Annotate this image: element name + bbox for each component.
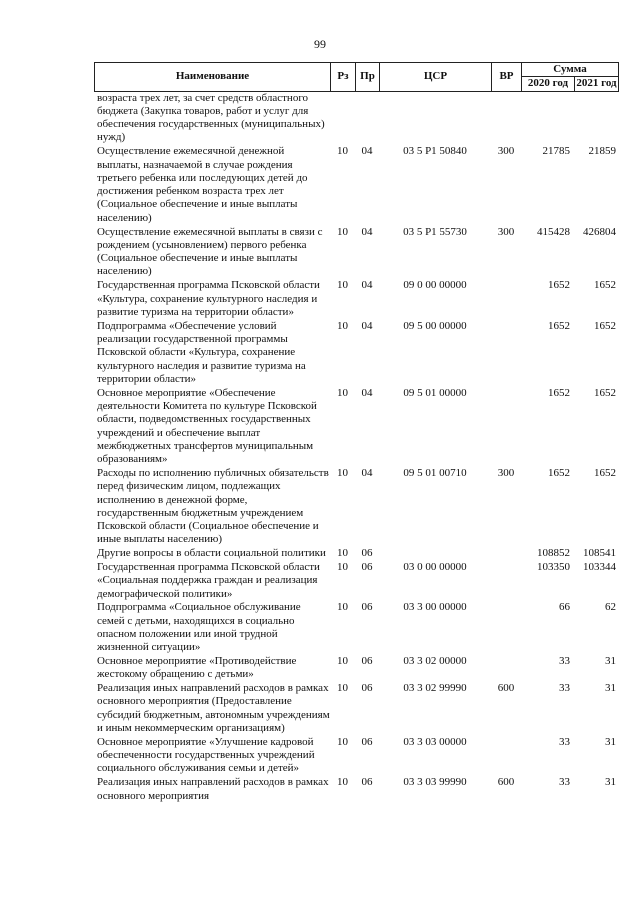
row-vr: 300 — [497, 225, 515, 238]
row-name: Подпрограмма «Обеспечение условий реализации государственной программы Псковской области «Культура, сохранение культурного наследия и развитие туризма на территории области» — [97, 319, 306, 385]
row-rz: 10 — [337, 386, 348, 399]
table-row — [94, 776, 618, 803]
row-name: Основное мероприятие «Противодействие жестокому обращению с детьми» — [97, 655, 297, 681]
header-name: Наименование — [95, 63, 331, 92]
row-sum-2020: 66 — [559, 601, 570, 614]
header-vr: ВР — [492, 63, 522, 92]
row-pr: 04 — [361, 145, 373, 158]
row-name: Реализация иных направлений расходов в рамках основного мероприятия — [97, 776, 329, 802]
row-sum-2021: 31 — [605, 735, 616, 748]
row-rz: 10 — [337, 547, 348, 560]
row-csr: 03 3 00 00000 — [403, 601, 467, 614]
row-sum-2021: 103344 — [583, 560, 616, 573]
row-csr: 03 3 03 00000 — [403, 735, 467, 748]
table-row — [94, 226, 618, 279]
row-sum-2021: 1652 — [594, 319, 616, 332]
table-row — [94, 682, 618, 735]
row-sum-2020: 1652 — [548, 466, 570, 479]
header-pr: Пр — [356, 63, 380, 92]
row-sum-2021: 426804 — [583, 225, 616, 238]
row-sum-2021: 1652 — [594, 279, 616, 292]
row-sum-2020: 33 — [559, 682, 570, 695]
table-row — [94, 320, 618, 386]
row-csr: 03 3 02 00000 — [403, 655, 467, 668]
row-name: Основное мероприятие «Улучшение кадровой обеспеченности государственных учреждений социального обслуживания семьи и детей» — [97, 735, 315, 775]
row-name: Государственная программа Псковской области «Социальная поддержка граждан и реализация демографической политики» — [97, 560, 320, 600]
row-pr: 04 — [361, 279, 373, 292]
row-vr: 300 — [497, 145, 515, 158]
row-rz: 10 — [337, 735, 348, 748]
row-pr: 04 — [361, 386, 373, 399]
header-csr: ЦСР — [380, 63, 492, 92]
row-sum-2020: 33 — [559, 735, 570, 748]
row-csr: 09 0 00 00000 — [403, 279, 467, 292]
row-pr: 06 — [361, 776, 373, 789]
row-csr: 09 5 01 00000 — [403, 386, 467, 399]
row-rz: 10 — [337, 466, 348, 479]
row-csr: 03 3 02 99990 — [403, 682, 467, 695]
row-sum-2021: 31 — [605, 776, 616, 789]
header-2021: 2021 год — [576, 77, 617, 90]
row-sum-2020: 33 — [559, 655, 570, 668]
row-sum-2020: 108852 — [537, 547, 570, 560]
row-pr: 04 — [361, 225, 373, 238]
table-row — [94, 736, 618, 776]
row-vr: 300 — [497, 466, 515, 479]
row-vr: 600 — [497, 682, 515, 695]
row-name: Основное мероприятие «Обеспечение деятельности Комитета по культуре Псковской области, подведомственных государственных учреждений и обеспечение выплат межбюджетных трансфертов муниципальным образованиям» — [97, 386, 317, 466]
table-row — [94, 387, 618, 467]
table-row — [94, 561, 618, 601]
header-2020: 2020 год — [522, 77, 575, 91]
row-name: Осуществление ежемесячной денежной выплаты, назначаемой в случае рождения третьего ребенка или последующих детей до достижения ребенком возраста трех лет (Социальное обеспечение и иные выплаты населению) — [97, 145, 308, 224]
row-csr: 03 5 P1 50840 — [403, 145, 467, 158]
table-row — [94, 92, 618, 145]
row-sum-2021: 1652 — [594, 466, 616, 479]
row-pr: 06 — [361, 682, 373, 695]
row-rz: 10 — [337, 682, 348, 695]
row-csr: 03 0 00 00000 — [403, 560, 467, 573]
row-name: Расходы по исполнению публичных обязательств перед физическим лицом, подлежащих исполнению в денежной форме, государственным бюджетным учреждением Псковской области (Социальное обеспечение и иные выплаты населению) — [97, 466, 329, 546]
row-sum-2021: 31 — [605, 682, 616, 695]
row-pr: 04 — [361, 319, 373, 332]
row-sum-2021: 1652 — [594, 386, 616, 399]
row-rz: 10 — [337, 776, 348, 789]
row-sum-2021: 21859 — [588, 145, 616, 158]
row-pr: 06 — [361, 601, 373, 614]
row-pr: 06 — [361, 735, 373, 748]
row-sum-2021: 108541 — [583, 547, 616, 560]
row-pr: 04 — [361, 466, 373, 479]
row-name: Подпрограмма «Социальное обслуживание семей с детьми, находящихся в социально опасном положении или иной трудной жизненной ситуации» — [97, 601, 301, 654]
row-rz: 10 — [337, 145, 348, 158]
row-sum-2020: 103350 — [537, 560, 570, 573]
row-sum-2020: 1652 — [548, 386, 570, 399]
row-name: возраста трех лет, за счет средств областного бюджета (Закупка товаров, работ и услуг для обеспечения государственных (муниципальных) нужд) — [97, 91, 325, 144]
row-vr: 600 — [497, 776, 515, 789]
row-rz: 10 — [337, 655, 348, 668]
row-csr: 09 5 00 00000 — [403, 319, 467, 332]
header-sum: Сумма — [522, 63, 619, 77]
row-rz: 10 — [337, 225, 348, 238]
budget-table — [94, 62, 618, 803]
row-name: Осуществление ежемесячной выплаты в связи с рождением (усыновлением) первого ребенка (Социальное обеспечение и иные выплаты населению) — [97, 225, 323, 278]
table-row — [94, 601, 618, 654]
table-row — [94, 547, 618, 560]
row-csr: 03 5 P1 55730 — [403, 225, 467, 238]
row-sum-2021: 31 — [605, 655, 616, 668]
table-row — [94, 145, 618, 225]
row-rz: 10 — [337, 601, 348, 614]
row-pr: 06 — [361, 655, 373, 668]
table-body — [94, 92, 618, 803]
row-sum-2020: 1652 — [548, 279, 570, 292]
row-pr: 06 — [361, 560, 373, 573]
row-sum-2020: 415428 — [537, 225, 570, 238]
table-row — [94, 279, 618, 319]
row-pr: 06 — [361, 547, 373, 560]
row-name: Реализация иных направлений расходов в рамках основного мероприятия (Предоставление субсидий бюджетным, автономным учреждениям и иным некоммерческим организациям) — [97, 682, 330, 735]
row-rz: 10 — [337, 560, 348, 573]
table-row — [94, 467, 618, 547]
page-number: 99 — [314, 37, 326, 51]
row-name: Государственная программа Псковской области «Культура, сохранение культурного наследия и развитие туризма на территории области» — [97, 279, 320, 318]
table-header — [94, 62, 619, 92]
row-csr: 09 5 01 00710 — [403, 466, 467, 479]
row-name: Другие вопросы в области социальной политики — [97, 547, 326, 560]
row-sum-2021: 62 — [605, 601, 616, 614]
header-rz: Рз — [331, 63, 356, 92]
row-sum-2020: 33 — [559, 776, 570, 789]
row-csr: 03 3 03 99990 — [403, 776, 467, 789]
row-rz: 10 — [337, 279, 348, 292]
table-row — [94, 655, 618, 682]
row-sum-2020: 21785 — [542, 145, 570, 158]
row-rz: 10 — [337, 319, 348, 332]
row-sum-2020: 1652 — [548, 319, 570, 332]
